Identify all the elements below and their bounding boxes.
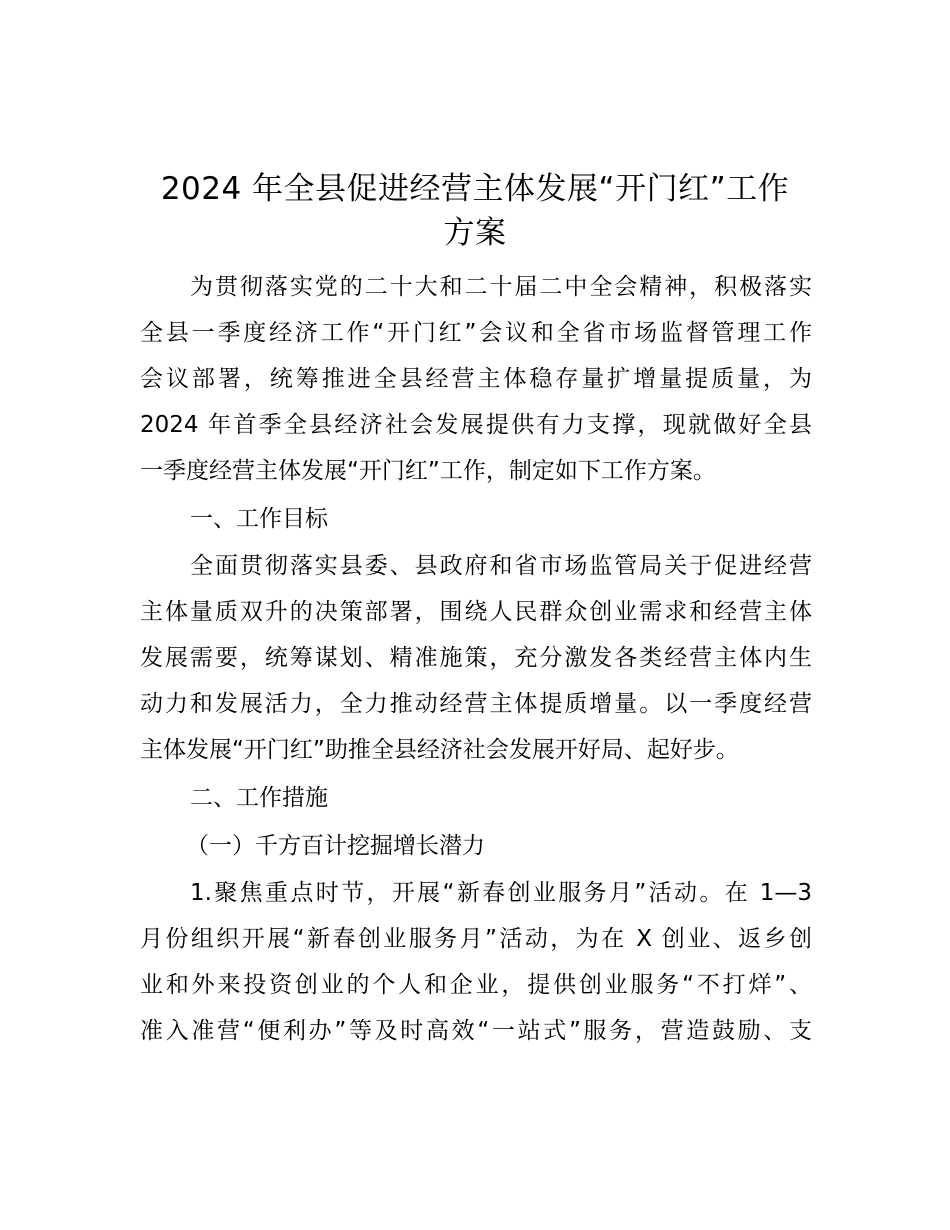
section-body-line: 动力和发展活力，全力推动经营主体提质增量。以一季度经营 [140,691,812,717]
intro-line: 一季度经营主体发展“开门红”工作，制定如下工作方案。 [140,458,716,484]
intro-line: 全县一季度经济工作“开门红”会议和全省市场监督管理工作 [140,320,812,346]
subsection-heading: （一）千方百计挖掘增长潜力 [186,833,485,859]
intro-line: 会议部署，统筹推进全县经营主体稳存量扩增量提质量，为 [140,366,812,392]
section-heading-measures: 二、工作措施 [190,785,328,811]
section-body-line: 全面贯彻落实县委、县政府和省市场监管局关于促进经营 [190,553,812,579]
section-body-line: 发展需要，统筹谋划、精准施策，充分激发各类经营主体内生 [140,645,812,671]
section-body-line: 主体发展“开门红”助推全县经济社会发展开好局、起好步。 [140,737,739,763]
section-body-line: 主体量质双升的决策部署，围绕人民群众创业需求和经营主体 [140,599,812,625]
item-body-line: 准入准营“便利办”等及时高效“一站式”服务，营造鼓励、支 [140,1018,812,1044]
item-body-line: 业和外来投资创业的个人和企业，提供创业服务“不打烊”、 [140,972,812,998]
item-body-line: 月份组织开展“新春创业服务月”活动，为在 X 创业、返乡创 [140,926,812,952]
document-title-line-1: 2024 年全县促进经营主体发展“开门红”工作 [160,171,790,207]
intro-line: 2024 年首季全县经济社会发展提供有力支撑，现就做好全县 [140,412,812,438]
document-title-line-2: 方案 [443,215,507,251]
section-heading-goals: 一、工作目标 [190,506,328,532]
item-body-line: 1.聚焦重点时节，开展“新春创业服务月”活动。在 1—3 [190,880,812,906]
intro-line: 为贯彻落实党的二十大和二十届二中全会精神，积极落实 [190,274,812,300]
